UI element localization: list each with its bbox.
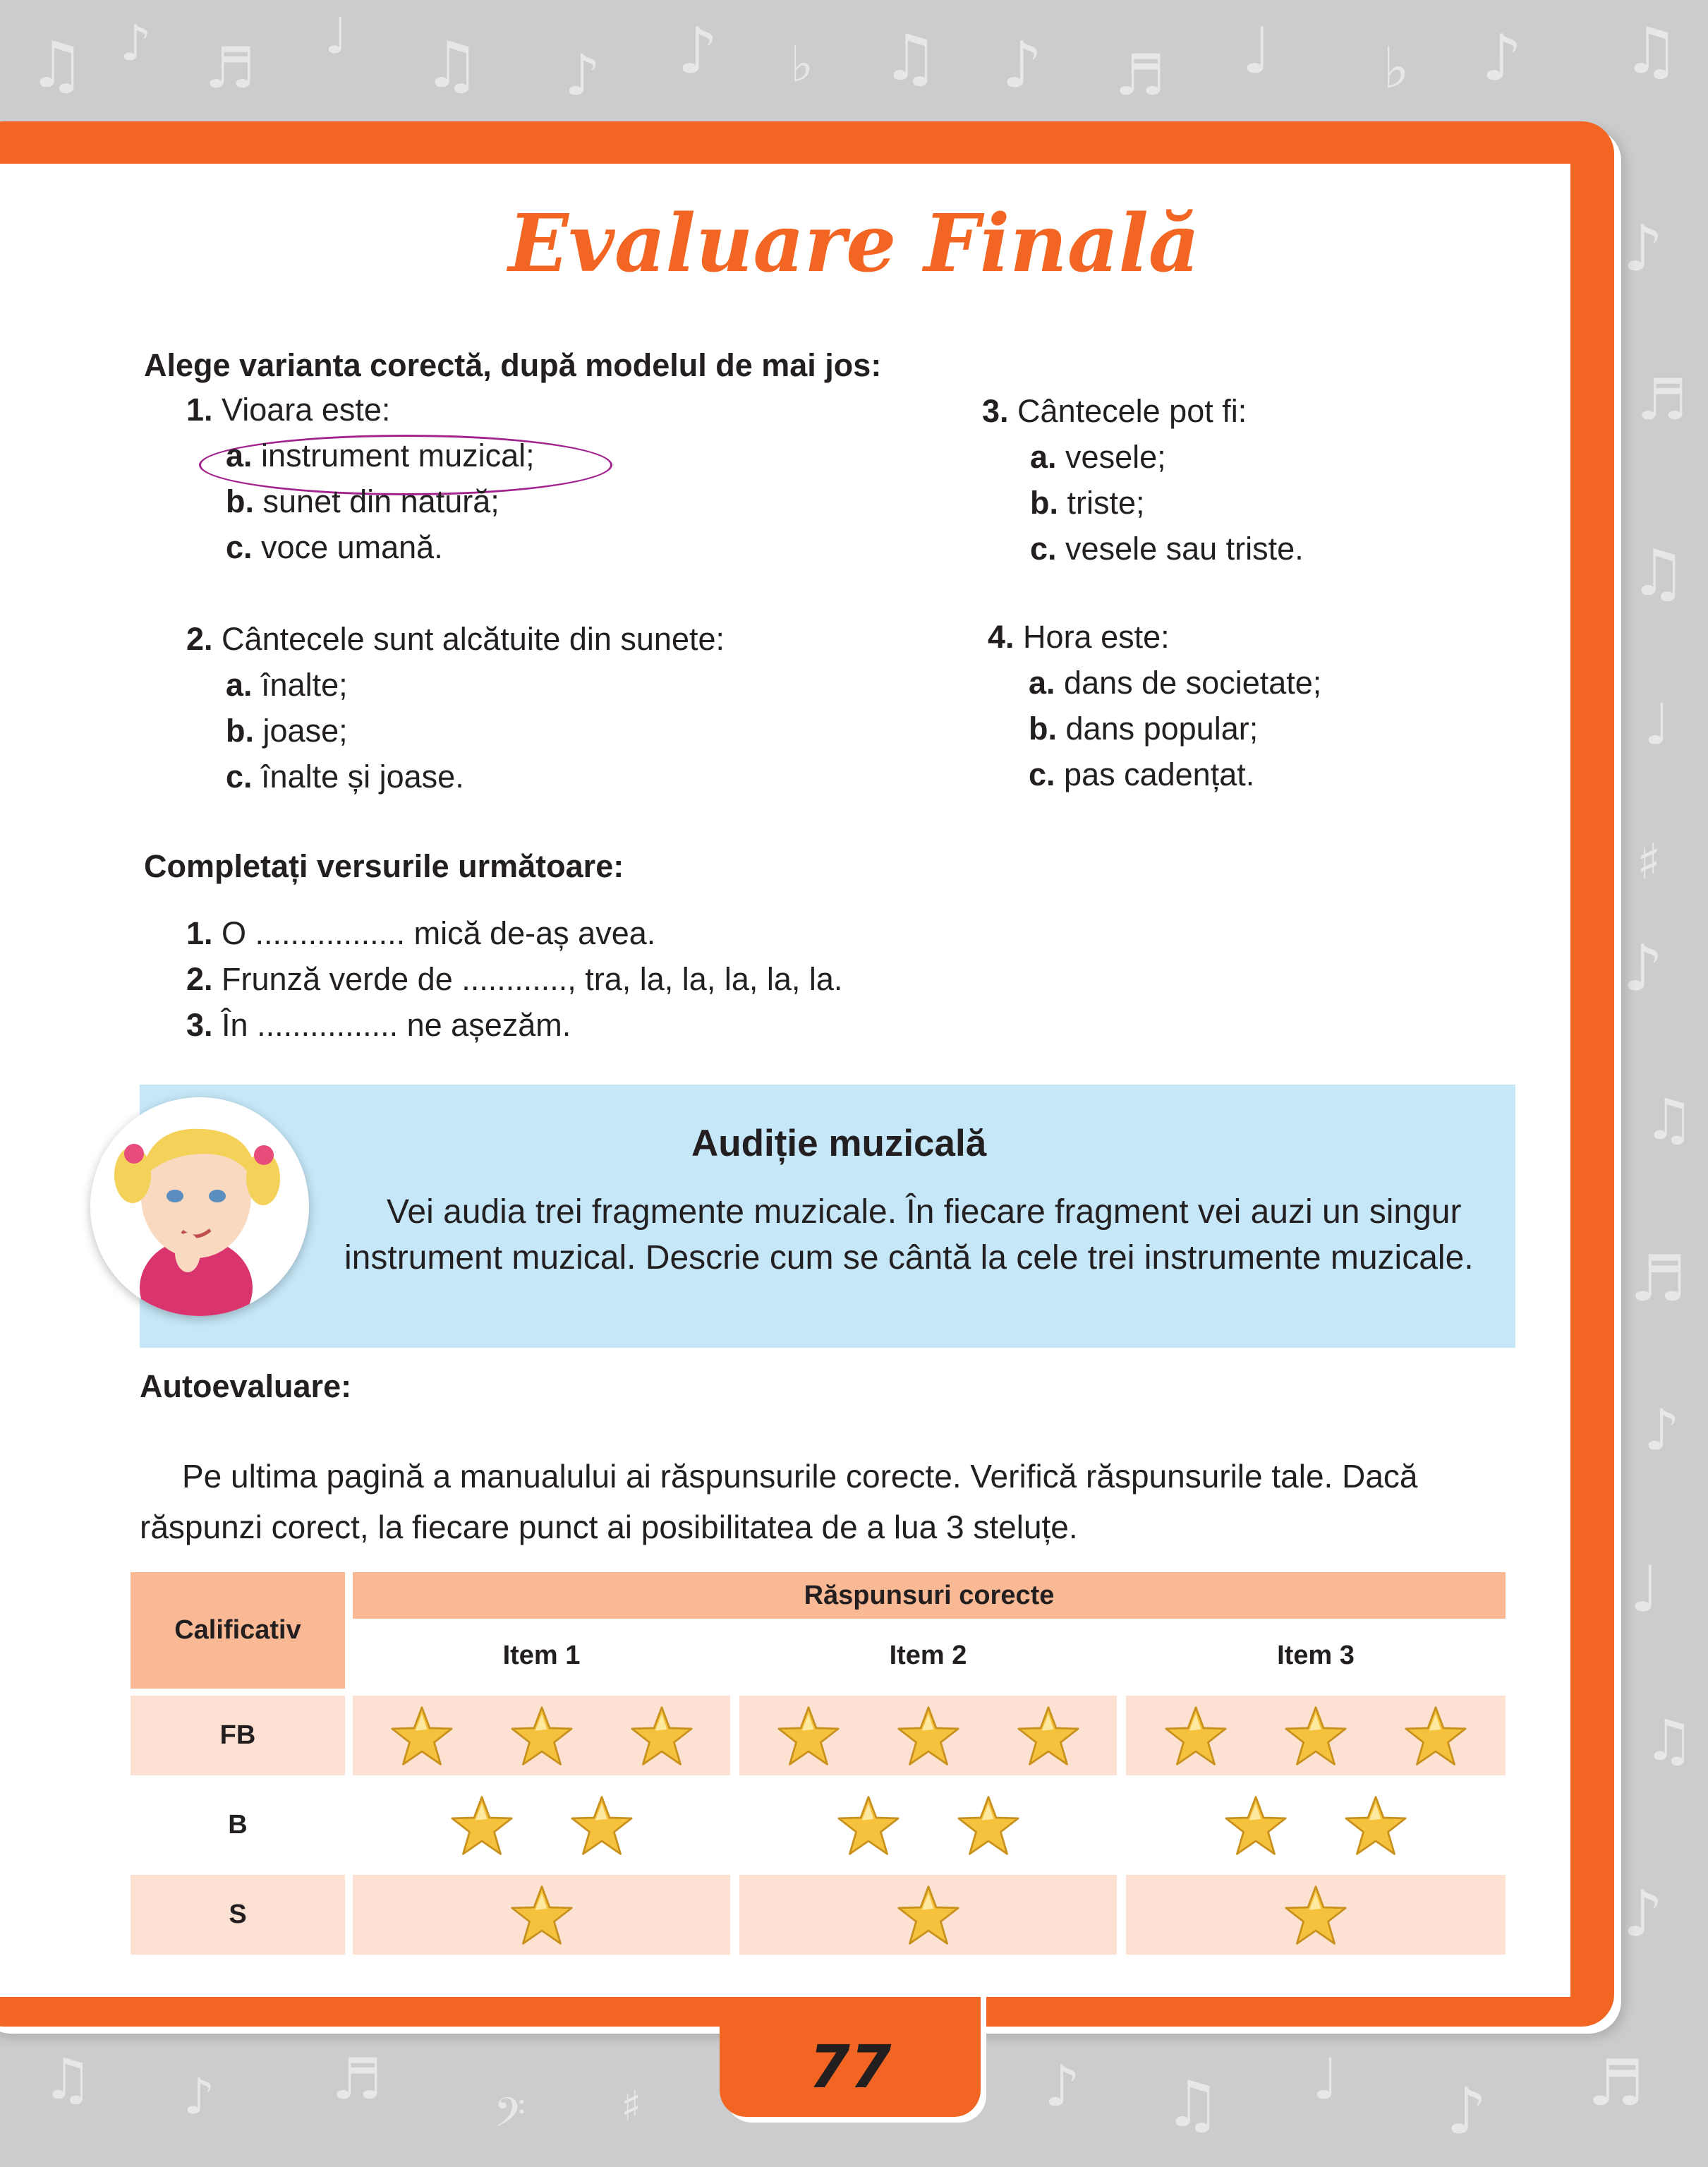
star-icon (1403, 1705, 1468, 1767)
page-title: Evaluare Finală (508, 198, 1200, 290)
star-icon (1283, 1884, 1348, 1946)
selfeval-text-line-1: Pe ultima pagină a manualului ai răspunsurile corecte. Verifică răspunsurile tale. Dacă (182, 1458, 1418, 1495)
section1-heading: Alege varianta corectă, după modelul de mai jos: (144, 347, 882, 383)
row-label-b: B (228, 1810, 248, 1840)
row-b-item-2-stars (739, 1785, 1117, 1865)
row-fb-item-2-stars (739, 1696, 1117, 1775)
star-icon (509, 1884, 574, 1946)
header-calificativ: Calificativ (131, 1572, 345, 1689)
star-icon (1163, 1705, 1228, 1767)
question-2-option-a: a. înalte; (226, 667, 348, 703)
question-1: 1. Vioara este: (186, 392, 391, 428)
question-3-option-c: c. vesele sau triste. (1030, 531, 1304, 567)
question-4-option-c: c. pas cadențat. (1029, 756, 1255, 792)
question-3-option-a: a. vesele; (1030, 439, 1166, 475)
question-1-option-c: c. voce umană. (226, 529, 443, 565)
row-fb-item-1-stars (353, 1696, 730, 1775)
question-2: 2. Cântecele sunt alcătuite din sunete: (186, 621, 725, 657)
row-s-item-3-stars (1126, 1875, 1506, 1955)
row-b-item-3-stars (1126, 1785, 1506, 1865)
section2-heading: Completați versurile următoare: (144, 848, 624, 884)
star-icon (389, 1705, 454, 1767)
row-b-item-1-stars (353, 1785, 730, 1865)
star-icon (629, 1705, 694, 1767)
star-icon (1283, 1705, 1348, 1767)
audition-text-line-1: Vei audia trei fragmente muzicale. În fiecare fragment vei auzi un singur (387, 1193, 1462, 1231)
question-4-option-a: a. dans de societate; (1029, 665, 1322, 701)
row-label-s: S (131, 1875, 345, 1955)
row-s-item-2-stars (739, 1875, 1117, 1955)
row-s-item-1-stars (353, 1875, 730, 1955)
star-icon (1223, 1794, 1288, 1857)
question-1-option-b: b. sunet din natură; (226, 483, 499, 519)
star-icon (956, 1794, 1021, 1857)
star-icon (776, 1705, 841, 1767)
girl-listening-illustration (90, 1097, 309, 1316)
star-icon (509, 1705, 574, 1767)
star-icon (1016, 1705, 1081, 1767)
row-label-fb: FB (131, 1696, 345, 1775)
audition-text-line-2: instrument muzical. Descrie cum se cântă la cele trei instrumente muzicale. (344, 1239, 1474, 1276)
star-icon (449, 1794, 514, 1857)
header-raspunsuri-corecte: Răspunsuri corecte (353, 1572, 1506, 1619)
header-item-1: Item 1 (502, 1641, 581, 1670)
question-1-option-a: a. instrument muzical; (226, 437, 535, 473)
star-icon (1343, 1794, 1408, 1857)
question-3: 3. Cântecele pot fi: (982, 393, 1247, 429)
star-icon (896, 1705, 961, 1767)
question-4-option-b: b. dans popular; (1029, 711, 1259, 747)
page-number: 77 (808, 2032, 892, 2101)
header-item-2: Item 2 (889, 1641, 967, 1670)
question-3-option-b: b. triste; (1030, 485, 1145, 521)
header-item-3: Item 3 (1277, 1641, 1355, 1670)
audition-title: Audiție muzicală (691, 1123, 987, 1164)
star-icon (569, 1794, 634, 1857)
verse-line-1: 1. O ................. mică de-aș avea. (186, 915, 656, 951)
verse-line-2: 2. Frunză verde de ............, tra, la, la, la, la, la. (186, 961, 843, 997)
star-icon (896, 1884, 961, 1946)
selfeval-text-line-2: răspunzi corect, la fiecare punct ai posibilitatea de a lua 3 steluțe. (140, 1509, 1078, 1545)
star-icon (836, 1794, 901, 1857)
music-notes-background: ♫ ♪ ♬ ♩ ♫ ♪ ♪ ♭ ♫ ♪ ♬ ♩ ♭ ♪ ♫ ♪ ♬ ♫ ♩ ♯ ♪ ♫ ♬ ♪ ♩ ♫ ♪ ♫ ♪ ♬ 𝄢 ♯ ♪ ♫ ♩ ♪ ♬ (28, 7, 1695, 2149)
selfeval-heading: Autoevaluare: (140, 1368, 352, 1404)
row-fb-item-3-stars (1126, 1696, 1506, 1775)
question-2-option-c: c. înalte și joase. (226, 759, 464, 795)
question-4: 4. Hora este: (988, 619, 1170, 655)
question-2-option-b: b. joase; (226, 713, 348, 749)
verse-line-3: 3. În ................ ne așezăm. (186, 1007, 571, 1043)
